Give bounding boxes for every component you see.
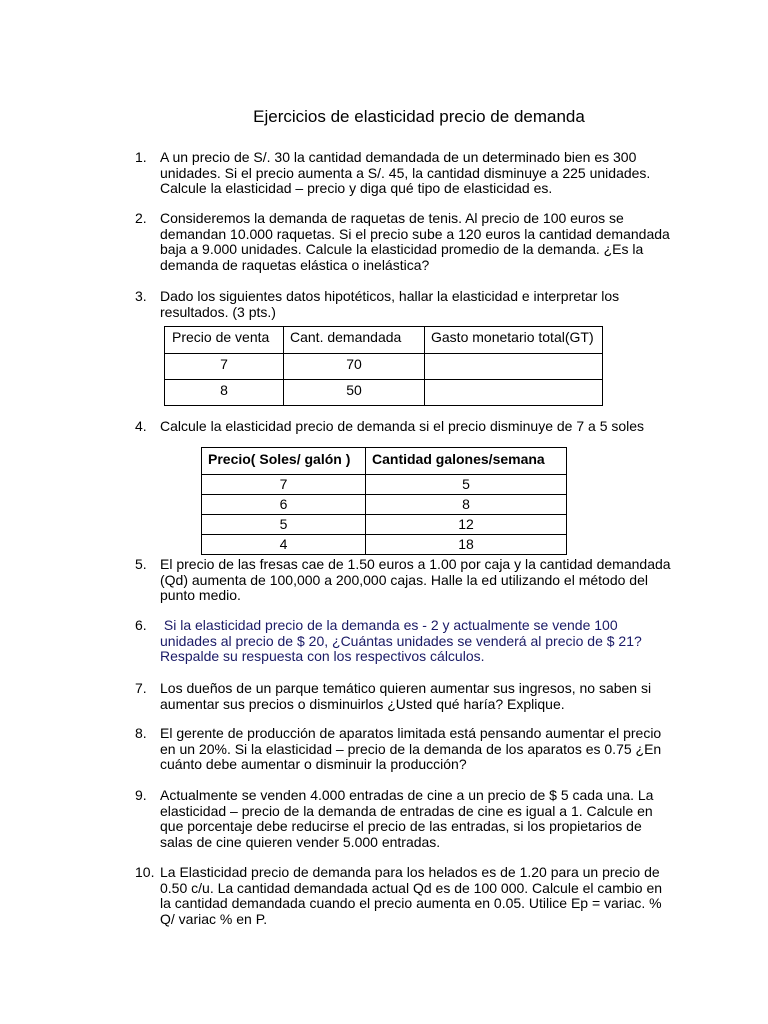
question-text: Consideremos la demanda de raquetas de tenis. Al precio de 100 euros se demandan 10.000 raquetas. Si el precio sube a 120 euros la cantidad demandada baja a 9.000 unidades. Calcule la elasticidad promedio de la demanda. ¿Es la demanda de raquetas elástica o inelástica? <box>160 210 670 273</box>
table-row <box>165 354 603 380</box>
table-header-cell: Precio( Soles/ galón ) <box>202 448 366 475</box>
question-text: El gerente de producción de aparatos limitada está pensando aumentar el precio en un 20%. Si la elasticidad – precio de la demanda de los aparatos es 0.75 ¿En cuánto debe aumentar o disminuir la producción? <box>160 725 662 773</box>
table-header-cell: Cantidad galones/semana <box>366 448 567 475</box>
table-row <box>165 380 603 406</box>
table-cell: 6 <box>202 495 366 515</box>
table-cell: 5 <box>366 475 567 495</box>
table-row <box>202 535 567 555</box>
table-row <box>202 515 567 535</box>
table-header-row <box>165 327 603 354</box>
table-cell: 5 <box>202 515 366 535</box>
question-number: 4. <box>135 418 147 434</box>
table-cell: 50 <box>284 380 425 406</box>
question-8 <box>135 726 675 773</box>
question-text: Calcule la elasticidad precio de demanda si el precio disminuye de 7 a 5 soles <box>160 418 645 434</box>
table-header-cell: Gasto monetario total(GT) <box>425 327 603 354</box>
question-number: 10. <box>135 864 155 880</box>
question-9 <box>135 788 675 850</box>
table-cell: 7 <box>202 475 366 495</box>
data-table-galones <box>201 447 567 555</box>
table-cell: 18 <box>366 535 567 555</box>
table-cell: 8 <box>366 495 567 515</box>
question-number: 6. <box>135 617 147 633</box>
table-cell: 4 <box>202 535 366 555</box>
table-header-cell: Precio de venta <box>165 327 284 354</box>
table-header-row <box>202 448 567 475</box>
table-row <box>202 495 567 515</box>
question-number: 3. <box>135 288 147 304</box>
table-row <box>202 475 567 495</box>
question-text: Los dueños de un parque temático quieren aumentar sus ingresos, no saben si aumentar sus precios o disminuirlos ¿Usted qué haría? Explique. <box>160 680 652 712</box>
table-cell: 7 <box>165 354 284 380</box>
question-text: Actualmente se venden 4.000 entradas de cine a un precio de $ 5 cada una. La elasticidad – precio de la demanda de entradas de cine es igual a 1. Calcule en que porcentaje debe reducirse el precio de las entradas, si los propietarios de salas de cine quieren vender 5.000 entradas. <box>160 787 654 850</box>
question-3 <box>135 289 675 320</box>
table-cell: 12 <box>366 515 567 535</box>
question-10 <box>135 865 675 927</box>
question-number: 2. <box>135 210 147 226</box>
data-table-gasto <box>164 326 603 406</box>
question-4 <box>135 419 675 435</box>
question-5 <box>135 557 675 604</box>
table-header-cell: Cant. demandada <box>284 327 425 354</box>
question-7 <box>135 681 675 712</box>
question-1 <box>135 150 675 197</box>
table-cell <box>425 380 603 406</box>
question-text: Dado los siguientes datos hipotéticos, hallar la elasticidad e interpretar los resultados. (3 pts.) <box>160 288 620 320</box>
question-number: 8. <box>135 725 147 741</box>
question-number: 5. <box>135 556 147 572</box>
question-text: Si la elasticidad precio de la demanda es - 2 y actualmente se vende 100 unidades al precio de $ 20, ¿Cuántas unidades se venderá al precio de $ 21? Respalde su respuesta con los respectivos cálculos. <box>160 617 646 665</box>
table-cell: 70 <box>284 354 425 380</box>
question-number: 7. <box>135 680 147 696</box>
question-text: El precio de las fresas cae de 1.50 euros a 1.00 por caja y la cantidad demandada (Qd) aumenta de 100,000 a 200,000 cajas. Halle la ed utilizando el método del punto medio. <box>160 556 671 604</box>
table-cell <box>425 354 603 380</box>
question-number: 9. <box>135 787 147 803</box>
question-2 <box>135 211 675 273</box>
question-text: A un precio de S/. 30 la cantidad demandada de un determinado bien es 300 unidades. Si el precio aumenta a S/. 45, la cantidad disminuye a 225 unidades. Calcule la elasticidad – precio y diga qué tipo de elasticidad es. <box>160 149 651 197</box>
question-number: 1. <box>135 149 147 165</box>
table-cell: 8 <box>165 380 284 406</box>
question-text: La Elasticidad precio de demanda para los helados es de 1.20 para un precio de 0.50 c/u. La cantidad demandada actual Qd es de 100 000. Calcule el cambio en la cantidad demandada cuando el precio aumenta en 0.05. Utilice Ep = variac. % Q/ variac % en P. <box>160 864 663 927</box>
page-title: Ejercicios de elasticidad precio de demanda <box>253 107 585 126</box>
question-6 <box>135 618 675 665</box>
